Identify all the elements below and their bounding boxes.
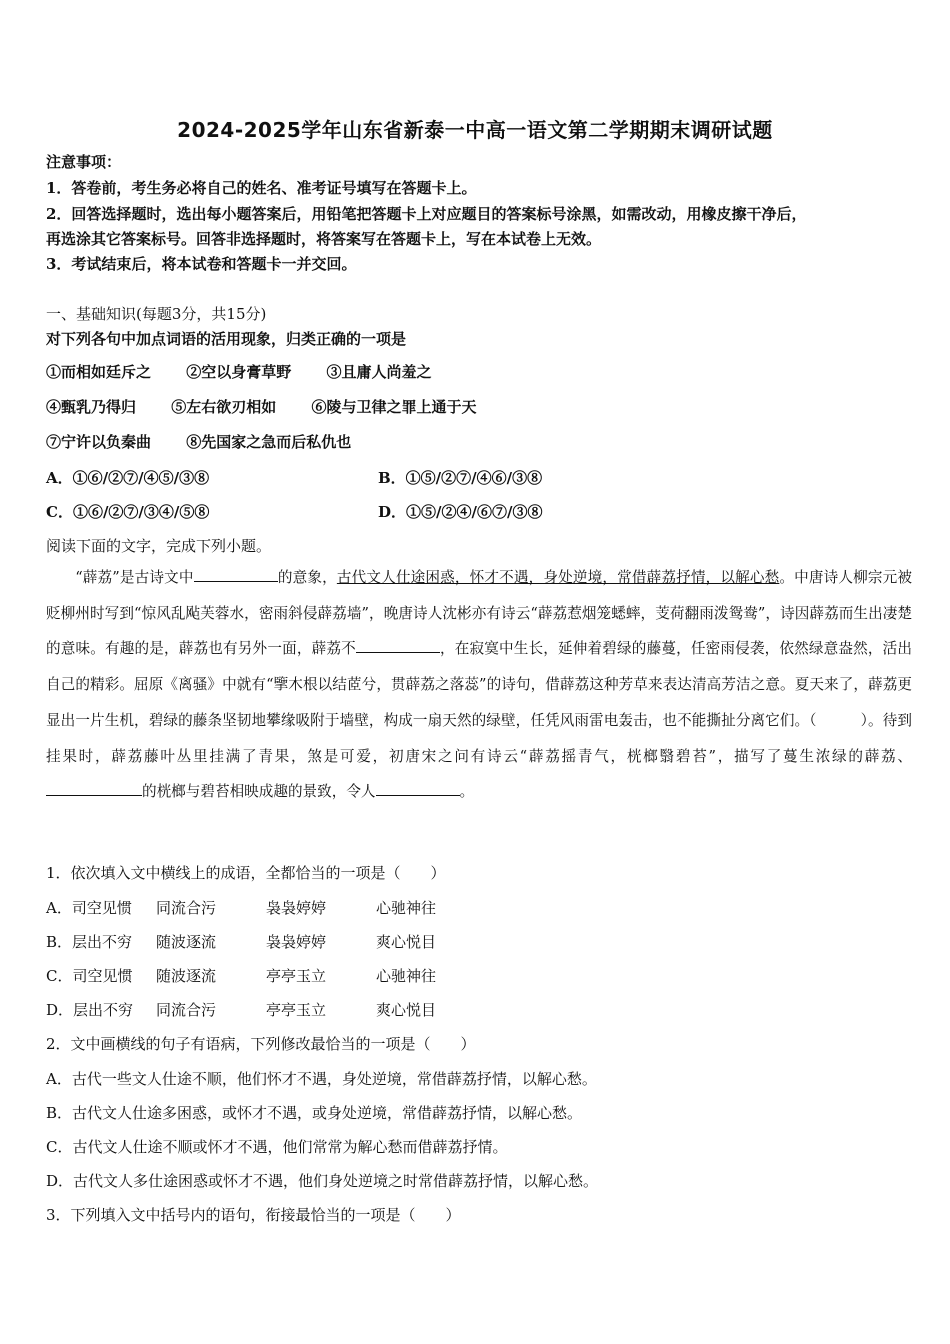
q2-stem: 2．文中画横线的句子有语病，下列修改最恰当的一项是（ ） [46,1035,476,1053]
option-d[interactable]: D．①⑤/②④/⑥⑦/③⑧ [378,503,543,521]
idiom: 袅袅婷婷 [266,899,327,917]
notice-item-1: 1．答卷前，考生务必将自己的姓名、准考证号填写在答题卡上。 [46,179,477,197]
idiom: C．司空见惯 [46,967,133,985]
idiom: 亭亭玉立 [266,1001,327,1019]
sentence: ①而相如廷斥之 [46,363,152,381]
question-stem: 对下列各句中加点词语的活用现象，归类正确的一项是 [46,330,407,348]
passage-text: “薜荔”是古诗文中 [75,569,194,586]
idiom: D．层出不穷 [46,1001,134,1019]
sentence: ⑤左右欲刃相如 [171,398,277,416]
sentence-row-3 [46,431,351,452]
fill-blank[interactable] [46,781,142,796]
q2-option-b[interactable]: B．古代文人仕途多困惑，或怀才不遇，或身处逆境，常借薜荔抒情，以解心愁。 [46,1104,583,1122]
section-heading: 一、基础知识(每题3分，共15分) [46,305,267,323]
option-b[interactable]: B．①⑤/②⑦/④⑥/③⑧ [378,469,543,487]
idiom: 心驰神往 [376,967,437,985]
sentence: ④甄乳乃得归 [46,398,137,416]
idiom: A．司空见惯 [46,899,132,917]
passage-text: 的意象， [277,569,337,586]
sentence-row-1 [46,361,432,382]
q1-option-d[interactable] [46,999,486,1020]
sentence: ⑧先国家之急而后私仇也 [186,433,352,451]
idiom: B．层出不穷 [46,933,133,951]
sentence: ⑥陵与卫律之罪上通于天 [311,398,477,416]
fill-blank[interactable] [376,781,460,796]
idiom: 爽心悦目 [376,1001,437,1019]
idiom: 随波逐流 [156,967,217,985]
passage-text: ）。待到挂果时，薜荔藤叶丛里挂满了青果，煞是可爱，初唐宋之问有诗云“薜荔摇青气，桄榔翳碧苔”，描写了蔓生浓绿的薜荔、 [46,711,912,765]
page-title: 2024-2025学年山东省新泰一中高一语文第二学期期末调研试题 [177,118,773,142]
sentence-row-2 [46,396,477,417]
fill-blank[interactable] [356,638,440,653]
passage-text: 。中唐诗人柳宗元被贬柳州时写到“惊风乱飐芙蓉水，密雨斜侵薜荔墙”，晚唐诗人沈彬亦有诗云“薜荔惹烟笼蟋蟀，芰荷翻雨泼鸳鸯”，诗因薜荔而生出凄楚的意味。有趣的是，薜荔也有另外一面，薜荔不 [46,569,912,658]
idiom: 同流合污 [156,899,217,917]
notice-item-3: 3．考试结束后，将本试卷和答题卡一并交回。 [46,255,357,273]
passage-text: 。 [459,783,475,801]
sentence: ②空以身膏草野 [186,363,292,381]
reading-intro: 阅读下面的文字，完成下列小题。 [46,537,272,555]
q1-option-a[interactable] [46,897,486,918]
fill-blank[interactable] [194,567,278,582]
idiom: 爽心悦目 [376,933,437,951]
sentence: ③且庸人尚羞之 [326,363,432,381]
underlined-sentence: 古代文人仕途困惑，怀才不遇，身处逆境，常借薜荔抒情，以解心愁 [336,569,780,586]
idiom: 亭亭玉立 [266,967,327,985]
q2-option-d[interactable]: D．古代文人多仕途困惑或怀才不遇，他们身处逆境之时常借薜荔抒情，以解心愁。 [46,1172,599,1190]
q1-option-c[interactable] [46,965,486,986]
option-c[interactable]: C．①⑥/②⑦/③④/⑤⑧ [46,503,210,521]
passage-text: ，在寂寞中生长，延伸着碧绿的藤蔓，任密雨侵袭，依然绿意盎然，活出自己的精彩。屈原《离骚》中就有“擥木根以结茝兮，贯薜荔之落蕊”的诗句，借薜荔这种芳草来表达清高芳洁之意。夏天来了，薜荔更显出一片生机，碧绿的藤条坚韧地攀缘吸附于墙壁，构成一扇天然的绿壁，任凭风雨雷电轰击，也不能撕扯分离它们。（ [46,640,912,729]
q2-option-c[interactable]: C．古代文人仕途不顺或怀才不遇，他们常常为解心愁而借薜荔抒情。 [46,1138,508,1156]
sentence: ⑦宁许以负秦曲 [46,433,152,451]
idiom: 同流合污 [156,1001,217,1019]
idiom: 袅袅婷婷 [266,933,327,951]
q3-stem: 3．下列填入文中括号内的语句，衔接最恰当的一项是（ ） [46,1206,461,1224]
notice-heading: 注意事项： [46,153,122,171]
q2-option-a[interactable]: A．古代一些文人仕途不顺，他们怀才不遇，身处逆境，常借薜荔抒情，以解心愁。 [46,1070,597,1088]
passage-text: 的桄榔与碧苔相映成趣的景致，令人 [142,783,376,801]
idiom: 心驰神往 [376,899,437,917]
q1-option-b[interactable] [46,931,486,952]
reading-passage [46,560,912,810]
q1-stem: 1．依次填入文中横线上的成语，全都恰当的一项是（ ） [46,864,446,882]
notice-item-2a: 2．回答选择题时，选出每小题答案后，用铅笔把答题卡上对应题目的答案标号涂黑，如需改动，用橡皮擦干净后， [46,205,807,223]
option-a[interactable]: A．①⑥/②⑦/④⑤/③⑧ [46,469,210,487]
notice-item-2b: 再选涂其它答案标号。回答非选择题时，将答案写在答题卡上，写在本试卷上无效。 [46,230,602,248]
idiom: 随波逐流 [156,933,217,951]
